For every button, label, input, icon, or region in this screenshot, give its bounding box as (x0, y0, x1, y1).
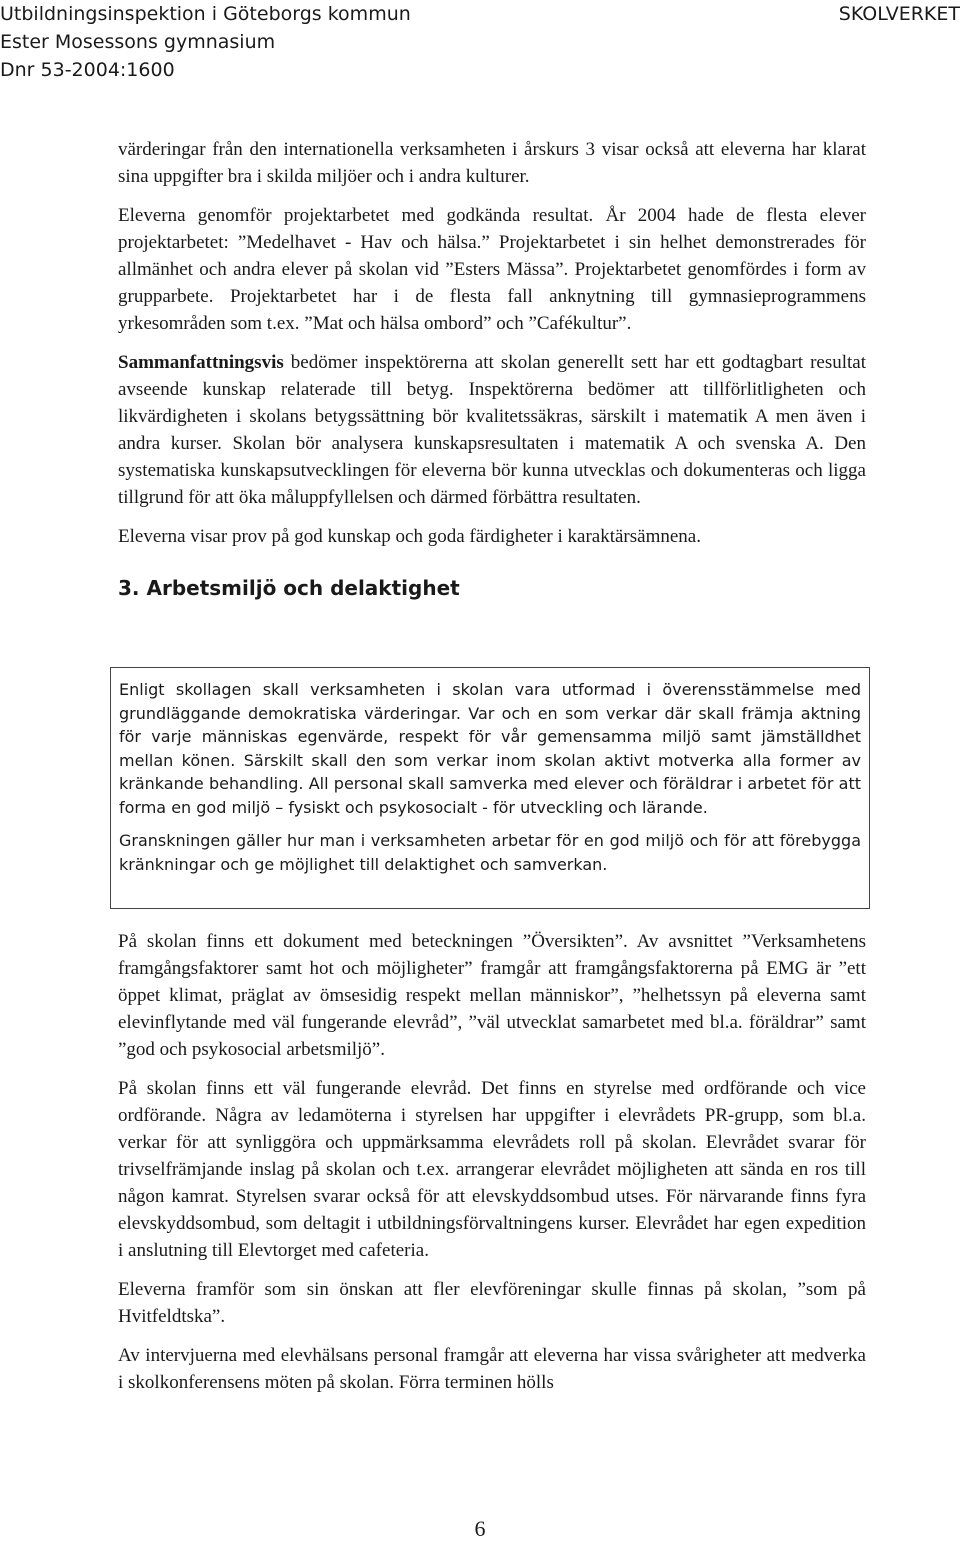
summary-paragraph (118, 349, 866, 511)
paragraph: värderingar från den internationella verksamheten i årskurs 3 visar också att eleverna har klarat sina uppgifter bra i skilda miljöer och i andra kulturer. (118, 139, 866, 187)
body-text-continued (118, 928, 866, 1396)
paragraph: Eleverna genomför projektarbetet med godkända resultat. År 2004 hade de flesta elever projektarbetet: ”Medelhavet - Hav och hälsa.” Projektarbetet i sin helhet demonstrerades för allmänhet och andra elever på skolan vid ”Esters Mässa”. Projektarbetet genomfördes i form av grupparbete. Projektarbetet har i de flesta fall anknytning till gymnasieprogrammens yrkesområden som t.ex. ”Mat och hälsa ombord” och ”Cafékultur”. (118, 205, 866, 334)
box-paragraph: Granskningen gäller hur man i verksamheten arbetar för en god miljö och för att förebygga kränkningar och ge möjlighet till delaktighet och samverkan. (119, 831, 861, 874)
header-agency: SKOLVERKET (838, 3, 960, 25)
section-heading: 3. Arbetsmiljö och delaktighet (118, 576, 460, 600)
header-reference: Dnr 53-2004:1600 (0, 59, 175, 81)
paragraph: På skolan finns ett dokument med beteckningen ”Översikten”. Av avsnittet ”Verksamhetens framgångsfaktorer samt hot och möjligheter” framgår att framgångsfaktorerna på EMG är ”ett öppet klimat, präglat av ömsesidig respekt mellan människor”, ”helhetssyn på eleverna samt elevinflytande med väl fungerande elevråd”, ”väl utvecklat samarbetet med bl.a. föräldrar” samt ”god och psykosocial arbetsmiljö”. (118, 931, 866, 1060)
page-number: 6 (474, 1516, 486, 1541)
paragraph: På skolan finns ett väl fungerande elevråd. Det finns en styrelse med ordförande och vice ordförande. Några av ledamöterna i styrelsen har uppgifter i elevrådets PR-grupp, som bl.a. verkar för att synliggöra och uppmärksamma elevrådets roll på skolan. Elevrådet svarar för trivselfrämjande inslag på skolan och t.ex. arrangerar elevrådet möjligheten att sända en ros till någon kamrat. Styrelsen svarar också för att elevskyddsombud utses. För närvarande finns fyra elevskyddsombud, som deltagit i utbildningsförvaltningens kurser. Elevrådet har egen expedition i anslutning till Elevtorget med cafeteria. (118, 1078, 866, 1261)
header-authority: Utbildningsinspektion i Göteborgs kommun (0, 3, 411, 25)
page-header (0, 0, 411, 84)
summary-text: bedömer inspektörerna att skolan generellt sett har ett godtagbart resultat avseende kunskap relaterade till betyg. Inspektörerna bedömer att tillförlitligheten och likvärdigheten i skolans betygssättning bör kvalitetssäkras, särskilt i matematik A men även i andra kurser. Skolan bör analysera kunskapsresultaten i matematik A och svenska A. Den systematiska kunskapsutvecklingen för eleverna bör kunna utvecklas och dokumenteras och ligga tillgrund för att öka måluppfyllelsen och därmed förbättra resultaten. (118, 352, 866, 508)
paragraph: Eleverna framför som sin önskan att fler elevföreningar skulle finnas på skolan, ”som på Hvitfeldtska”. (118, 1279, 866, 1327)
paragraph: Av intervjuerna med elevhälsans personal framgår att eleverna har vissa svårigheter att medverka i skolkonferensens möten på skolan. Förra terminen hölls (118, 1345, 866, 1393)
paragraph: Eleverna visar prov på god kunskap och goda färdigheter i karaktärsämnena. (118, 526, 701, 547)
summary-lead: Sammanfattningsvis (118, 352, 284, 373)
header-school: Ester Mosessons gymnasium (0, 31, 276, 53)
legal-box (110, 667, 870, 909)
body-text (118, 136, 866, 602)
box-paragraph: Enligt skollagen skall verksamheten i skolan vara utformad i överensstämmelse med grundläggande demokratiska värderingar. Var och en som verkar där skall främja aktning för varje människas egenvärde, respekt för vår gemensamma miljö samt jämställdhet mellan könen. Särskilt skall den som verkar inom skolan aktivt motverka alla former av kränkande behandling. All personal skall samverka med elever och föräldrar i arbetet för att forma en god miljö – fysiskt och psykosocialt - för utveckling och lärande. (119, 680, 861, 817)
